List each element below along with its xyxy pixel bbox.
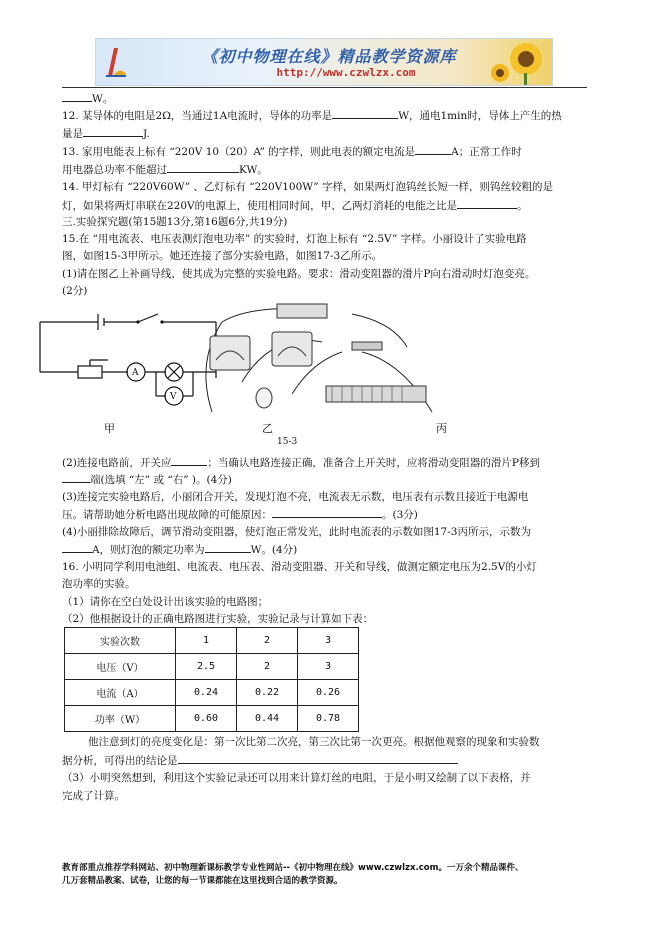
q15-part3: (3)连接完实验电路后，小丽闭合开关，发现灯泡不亮，电流表无示数，电压表有示数且接近于电源电 (62, 491, 529, 503)
figure-caption: 15-3 (277, 437, 298, 447)
table-cell: 0.24 (176, 680, 237, 706)
q16-part3-cont: 完成了计算。 (62, 790, 125, 802)
table-cell: 2 (237, 628, 298, 654)
q16-conclusion: 据分析，可得出的结论是 (62, 752, 458, 769)
footer-line: 几万套精品教案、试卷，让您的每一节课都能在这里找到合适的教学资源。 (62, 876, 343, 886)
page-footer (62, 862, 602, 888)
footer-line: 教育部重点推荐学科网站、初中物理新课标教学专业性网站--《初中物理在线》www.czwlzx.com。一万余个精品课件、 (62, 863, 524, 873)
answer-blank[interactable] (457, 197, 517, 209)
answer-blank[interactable] (178, 752, 458, 764)
banner-title: 《初中物理在线》精品教学资源库 (201, 47, 457, 66)
header-banner (95, 38, 553, 86)
header-rule (62, 87, 587, 88)
answer-blank[interactable] (332, 107, 398, 119)
table-header: 实验次数 (65, 628, 176, 654)
ammeter-symbol: A (132, 368, 139, 378)
figure-label-b: 乙 (262, 422, 273, 435)
table-header: 电流（A） (65, 680, 176, 706)
banner-url[interactable]: http://www.czwlzx.com (276, 66, 416, 79)
table-cell: 2 (237, 654, 298, 680)
q12-line1: 12. 某导体的电阻是2Ω，当通过1A电流时，导体的功率是 W，通电1min时，导体上产生的热 (62, 107, 562, 124)
answer-blank[interactable] (205, 541, 251, 553)
experiment-table (64, 627, 359, 732)
logo-icon (104, 46, 128, 78)
table-cell: 0.60 (176, 706, 237, 732)
q16-line2: 泡功率的实验。 (62, 578, 136, 590)
table-row (65, 680, 359, 706)
table-cell: 3 (298, 628, 359, 654)
table-cell: 2.5 (176, 654, 237, 680)
table-header: 电压（V） (65, 654, 176, 680)
q16-observation: 他注意到灯的亮度变化是：第一次比第二次亮，第三次比第一次更亮。根据他观察的现象和实验数 (88, 736, 540, 748)
q15-line1: 15.在 “用电流表、电压表测灯泡电功率” 的实验时，灯泡上标有 “2.5V” 字样。小丽设计了实验电路 (62, 233, 527, 245)
sunflower-icon (488, 39, 548, 85)
table-header: 功率（W） (65, 706, 176, 732)
q15-line2: 图，如图15-3甲所示。她还连接了部分实验电路，如图17-3乙所示。 (62, 250, 383, 262)
q15-part1: (1)请在图乙上补画导线，使其成为完整的实验电路。要求：滑动变阻器的滑片P向右滑动时灯泡变亮。 (62, 268, 536, 280)
q12-line2: 量是 J. (62, 125, 150, 142)
q16-part1: （1）请你在空白处设计出该实验的电路图； (62, 596, 269, 608)
table-cell: 3 (298, 654, 359, 680)
answer-blank[interactable] (83, 125, 143, 137)
table-row (65, 706, 359, 732)
table-row (65, 628, 359, 654)
table-cell: 0.22 (237, 680, 298, 706)
answer-blank[interactable] (62, 90, 92, 102)
table-row (65, 654, 359, 680)
answer-blank[interactable] (62, 471, 90, 483)
q14-line2: 灯，如果将两灯串联在220V的电源上，使用相同时间，甲、乙两灯消耗的电能之比是 。 (62, 197, 528, 214)
q16-part2: （2）他根据设计的正确电路图进行实验，实验记录与计算如下表： (62, 613, 374, 625)
answer-blank[interactable] (272, 506, 382, 518)
table-cell: 0.44 (237, 706, 298, 732)
table-cell: 0.78 (298, 706, 359, 732)
q15-part2-cont: 端(选填 “左” 或 “右” )。(4分) (62, 471, 232, 488)
answer-blank[interactable] (415, 143, 451, 155)
voltmeter-symbol: V (170, 392, 177, 402)
figure-label-c: 丙 (436, 422, 447, 435)
answer-blank[interactable] (171, 454, 207, 466)
section-heading: 三.实验探究题(第15题13分,第16题6分,共19分) (62, 216, 288, 228)
q15-part1-score: (2分) (62, 285, 88, 297)
q16-line1: 16. 小明同学利用电池组、电流表、电压表、滑动变阻器、开关和导线，做测定额定电压为2.5V的小灯 (62, 561, 537, 573)
q15-part4: (4)小丽排除故障后，调节滑动变阻器，使灯泡正常发光，此时电流表的示数如图17-3丙所示，示数为 (62, 526, 531, 538)
q16-part3: （3）小明突然想到，利用这个实验记录还可以用来计算灯丝的电阻，于是小明又绘制了以下表格，并 (62, 772, 531, 784)
q11-tail: W。 (62, 90, 113, 107)
q13-line2: 用电器总功率不能超过 KW。 (62, 161, 268, 178)
q14-line1: 14. 甲灯标有 “220V60W” 、乙灯标有 “220V100W” 字样，如果两灯泡钨丝长短一样，则钨丝较粗的是 (62, 181, 553, 193)
q15-part2: (2)连接电路前，开关应 ；当确认电路连接正确，准备合上开关时，应将滑动变阻器的滑片P移到 (62, 454, 540, 471)
q15-part4-cont: A，则灯泡的额定功率为 W。(4分) (62, 541, 297, 558)
circuit-photo-b (202, 302, 452, 422)
answer-blank[interactable] (167, 161, 239, 173)
table-cell: 1 (176, 628, 237, 654)
q13-line1: 13. 家用电能表上标有 “220V 10（20）A” 的字样，则此电表的额定电流是 A；正常工作时 (62, 143, 522, 160)
answer-blank[interactable] (62, 541, 92, 553)
circuit-diagram-a (38, 310, 218, 420)
q15-part3-cont: 压。请帮助她分析电路出现故障的可能原因： 。(3分) (62, 506, 418, 523)
figure-label-a: 甲 (104, 422, 115, 435)
table-cell: 0.26 (298, 680, 359, 706)
